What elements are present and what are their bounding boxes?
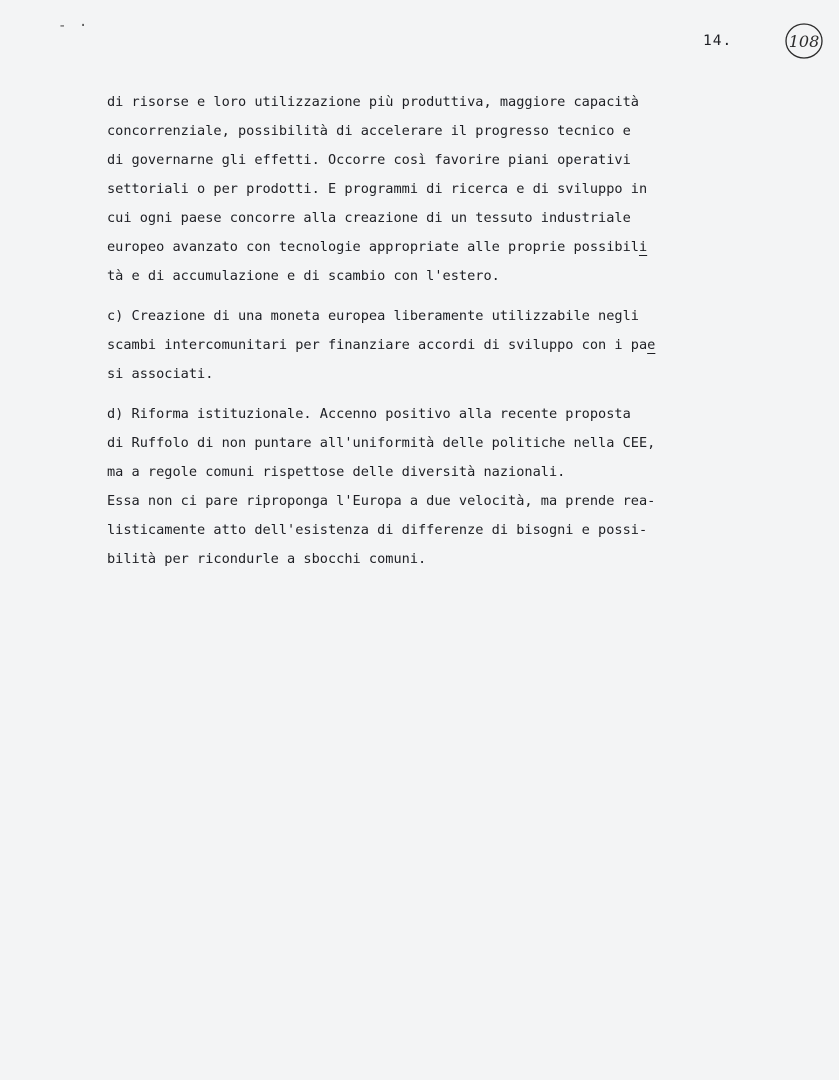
body-text (107, 88, 767, 574)
text-line: cui ogni paese concorre alla creazione di un tessuto industriale (107, 210, 631, 226)
text-line: listicamente atto dell'esistenza di differenze di bisogni e possi- (107, 522, 648, 538)
text-line: Essa non ci pare riproponga l'Europa a due velocità, ma prende rea- (107, 493, 656, 509)
text-line: di risorse e loro utilizzazione più produttiva, maggiore capacità (107, 94, 639, 110)
text-line: europeo avanzato con tecnologie appropriate alle proprie possibili (107, 239, 648, 255)
page-number: 14. (703, 33, 733, 49)
text-line: c) Creazione di una moneta europea liberamente utilizzabile negli (107, 308, 639, 324)
scan-mark: - · (58, 18, 90, 34)
text-line: di Ruffolo di non puntare all'uniformità delle politiche nella CEE, (107, 435, 656, 451)
hyphenation-mark: i (638, 239, 648, 255)
text-line: d) Riforma istituzionale. Accenno positivo alla recente proposta (107, 406, 631, 422)
paragraph-c (107, 302, 767, 389)
text-line: di governarne gli effetti. Occorre così favorire piani operativi (107, 152, 631, 168)
archive-number-text: 108 (788, 32, 820, 51)
archive-number-seal-icon (784, 22, 824, 60)
text-line: settoriali o per prodotti. E programmi di ricerca e di sviluppo in (107, 181, 648, 197)
text-line: ma a regole comuni rispettose delle diversità nazionali. (107, 464, 566, 480)
text-line: tà e di accumulazione e di scambio con l'estero. (107, 268, 500, 284)
hyphenation-mark: e (647, 337, 656, 353)
text-line: bilità per ricondurle a sbocchi comuni. (107, 551, 427, 567)
text-line: scambi intercomunitari per finanziare accordi di sviluppo con i pae (107, 337, 656, 353)
paragraph-d (107, 400, 767, 574)
text-line: si associati. (107, 366, 214, 382)
text-line: concorrenziale, possibilità di accelerare il progresso tecnico e (107, 123, 631, 139)
paragraph-1 (107, 88, 767, 291)
